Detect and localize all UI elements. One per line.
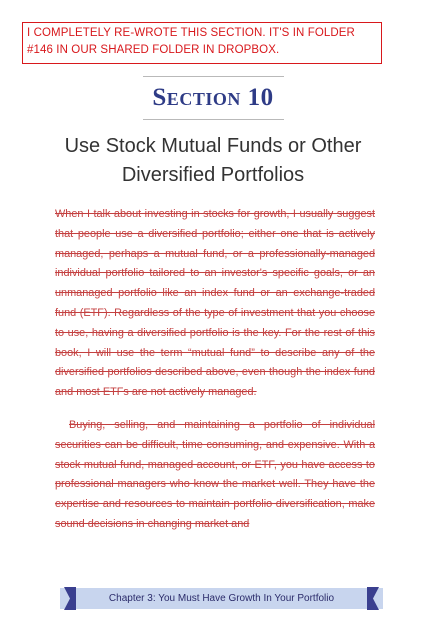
chevron-left-icon: [60, 587, 76, 610]
section-title: Use Stock Mutual Funds or Other Diversified Portfolios: [64, 135, 362, 186]
body-paragraph-1: When I talk about investing in stocks for growth, I usually suggest that people use a diversified portfolio; either one that is actively managed, perhaps a mutual fund, or a professionally-managed individual portfolio tailored to an investor's specific goals, or an unmanaged portfolio like an index fund or an exchange-traded fund (ETF). Regardless of the type of investment that you choose to use, having a diversified portfolio is the key. For the rest of this book, I will use the term “mutual fund” to describe any of the diversified portfolios described above, even though the index fund and most ETFs are not actively managed.: [55, 208, 375, 399]
footer-bar: [60, 588, 383, 609]
footer-chapter-title: Chapter 3: You Must Have Growth In Your Portfolio: [108, 593, 335, 604]
heading-rule-top: [143, 76, 284, 77]
chevron-right-icon: [367, 587, 383, 610]
heading-rule-bottom: [143, 119, 284, 120]
body-text: [55, 205, 375, 535]
editor-note: I COMPLETELY RE-WROTE THIS SECTION. IT'S IN FOLDER #146 IN OUR SHARED FOLDER IN DROPBOX.: [22, 22, 382, 64]
body-paragraph-2: Buying, selling, and maintaining a portfolio of individual securities can be difficult, time consuming, and expensive. With a stock mutual fund, managed account, or ETF, you have access to professional managers who know the market well. They have the expertise and resources to maintain portfolio diversification, make sound decisions in changing market and: [55, 418, 375, 530]
section-label: Section 10: [152, 84, 274, 111]
